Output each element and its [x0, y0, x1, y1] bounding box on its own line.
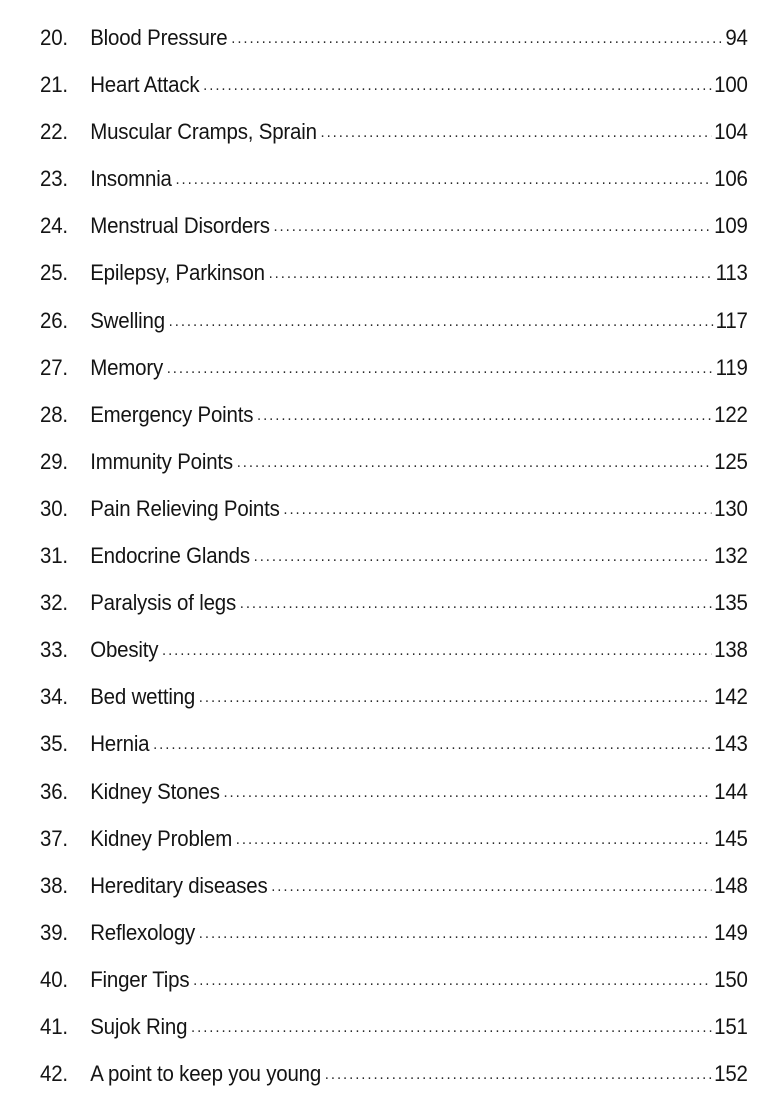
- entry-title: Hereditary diseases: [90, 872, 268, 898]
- toc-entry: [40, 61, 748, 108]
- entry-page-number: 143: [714, 731, 748, 757]
- entry-title: Reflexology: [90, 919, 196, 945]
- toc-entry: [40, 1003, 748, 1050]
- entry-number: 24.: [40, 213, 68, 239]
- entry-number: 33.: [40, 637, 68, 663]
- entry-title: Kidney Problem: [90, 825, 233, 851]
- toc-entry: [40, 720, 748, 767]
- entry-page-number: 152: [714, 1061, 748, 1087]
- entry-title: Muscular Cramps, Sprain: [90, 119, 317, 145]
- toc-entry: [40, 956, 748, 1003]
- toc-entry: [40, 108, 748, 155]
- entry-page-number: 145: [714, 825, 748, 851]
- entry-title: Epilepsy, Parkinson: [90, 260, 265, 286]
- entry-title: Menstrual Disorders: [90, 213, 270, 239]
- entry-number: 27.: [40, 354, 68, 380]
- entry-number: 38.: [40, 872, 68, 898]
- dot-leader: [236, 816, 712, 863]
- entry-title: A point to keep you young: [90, 1061, 322, 1087]
- dot-leader: [167, 345, 713, 392]
- entry-number: 41.: [40, 1013, 68, 1039]
- dot-leader: [199, 910, 712, 957]
- dot-leader: [223, 769, 711, 816]
- toc-entry: [40, 14, 748, 61]
- entry-number: 23.: [40, 166, 68, 192]
- entry-number: 26.: [40, 307, 68, 333]
- toc-entry: [40, 485, 748, 532]
- entry-page-number: 100: [714, 72, 748, 98]
- toc-entry: [40, 202, 748, 249]
- entry-title: Swelling: [90, 307, 165, 333]
- toc-entry: [40, 391, 748, 438]
- entry-title: Immunity Points: [90, 448, 233, 474]
- entry-page-number: 122: [714, 401, 748, 427]
- entry-number: 35.: [40, 731, 68, 757]
- entry-title: Insomnia: [90, 166, 172, 192]
- entry-number: 42.: [40, 1061, 68, 1087]
- entry-title: Sujok Ring: [90, 1013, 188, 1039]
- dot-leader: [153, 721, 711, 768]
- dot-leader: [254, 533, 712, 580]
- dot-leader: [271, 863, 711, 910]
- entry-title: Pain Relieving Points: [90, 495, 280, 521]
- entry-title: Paralysis of legs: [90, 590, 237, 616]
- entry-page-number: 132: [714, 543, 748, 569]
- toc-entry: [40, 862, 748, 909]
- dot-leader: [237, 439, 712, 486]
- entry-page-number: 106: [714, 166, 748, 192]
- entry-number: 32.: [40, 590, 68, 616]
- dot-leader: [175, 156, 711, 203]
- dot-leader: [257, 392, 711, 439]
- entry-title: Bed wetting: [90, 684, 196, 710]
- entry-number: 36.: [40, 778, 68, 804]
- entry-number: 20.: [40, 25, 68, 50]
- entry-title: Endocrine Glands: [90, 543, 250, 569]
- entry-number: 21.: [40, 72, 68, 98]
- dot-leader: [162, 627, 711, 674]
- entry-page-number: 113: [715, 260, 748, 286]
- entry-page-number: 148: [714, 872, 748, 898]
- entry-page-number: 135: [714, 590, 748, 616]
- entry-number: 40.: [40, 966, 68, 992]
- dot-leader: [169, 298, 713, 345]
- toc-entry: [40, 579, 748, 626]
- entry-title: Memory: [90, 354, 163, 380]
- entry-number: 28.: [40, 401, 68, 427]
- dot-leader: [320, 109, 711, 156]
- dot-leader: [283, 486, 711, 533]
- dot-leader: [231, 15, 722, 62]
- toc-entry: [40, 768, 748, 815]
- entry-page-number: 117: [715, 307, 748, 333]
- entry-number: 29.: [40, 448, 68, 474]
- entry-title: Heart Attack: [90, 72, 200, 98]
- entry-number: 22.: [40, 119, 68, 145]
- entry-title: Emergency Points: [90, 401, 254, 427]
- dot-leader: [269, 250, 713, 297]
- toc-entry: [40, 155, 748, 202]
- entry-title: Obesity: [90, 637, 159, 663]
- entry-page-number: 104: [714, 119, 748, 145]
- dot-leader: [240, 580, 712, 627]
- entry-title: Kidney Stones: [90, 778, 220, 804]
- entry-page-number: 130: [714, 495, 748, 521]
- dot-leader: [325, 1051, 712, 1098]
- entry-page-number: 150: [714, 966, 748, 992]
- toc-entry: [40, 815, 748, 862]
- toc-entry: [40, 249, 748, 296]
- entry-number: 37.: [40, 825, 68, 851]
- entry-page-number: 119: [715, 354, 748, 380]
- toc-entry: [40, 1050, 748, 1097]
- dot-leader: [203, 62, 711, 109]
- dot-leader: [193, 957, 711, 1004]
- toc-entry: [40, 297, 748, 344]
- toc-entry: [40, 909, 748, 956]
- entry-title: Hernia: [90, 731, 150, 757]
- entry-number: 31.: [40, 543, 68, 569]
- entry-number: 34.: [40, 684, 68, 710]
- toc-entry: [40, 626, 748, 673]
- table-of-contents: [40, 14, 748, 1097]
- entry-page-number: 109: [714, 213, 748, 239]
- entry-number: 39.: [40, 919, 68, 945]
- entry-title: Finger Tips: [90, 966, 190, 992]
- dot-leader: [199, 674, 712, 721]
- entry-page-number: 94: [725, 25, 748, 50]
- entry-page-number: 125: [714, 448, 748, 474]
- toc-entry: [40, 673, 748, 720]
- entry-number: 30.: [40, 495, 68, 521]
- entry-page-number: 151: [714, 1013, 748, 1039]
- entry-page-number: 149: [714, 919, 748, 945]
- toc-entry: [40, 532, 748, 579]
- entry-page-number: 138: [714, 637, 748, 663]
- toc-entry: [40, 438, 748, 485]
- toc-entry: [40, 344, 748, 391]
- entry-page-number: 144: [714, 778, 748, 804]
- entry-number: 25.: [40, 260, 68, 286]
- dot-leader: [273, 203, 711, 250]
- dot-leader: [191, 1004, 711, 1051]
- entry-title: Blood Pressure: [90, 25, 228, 50]
- entry-page-number: 142: [714, 684, 748, 710]
